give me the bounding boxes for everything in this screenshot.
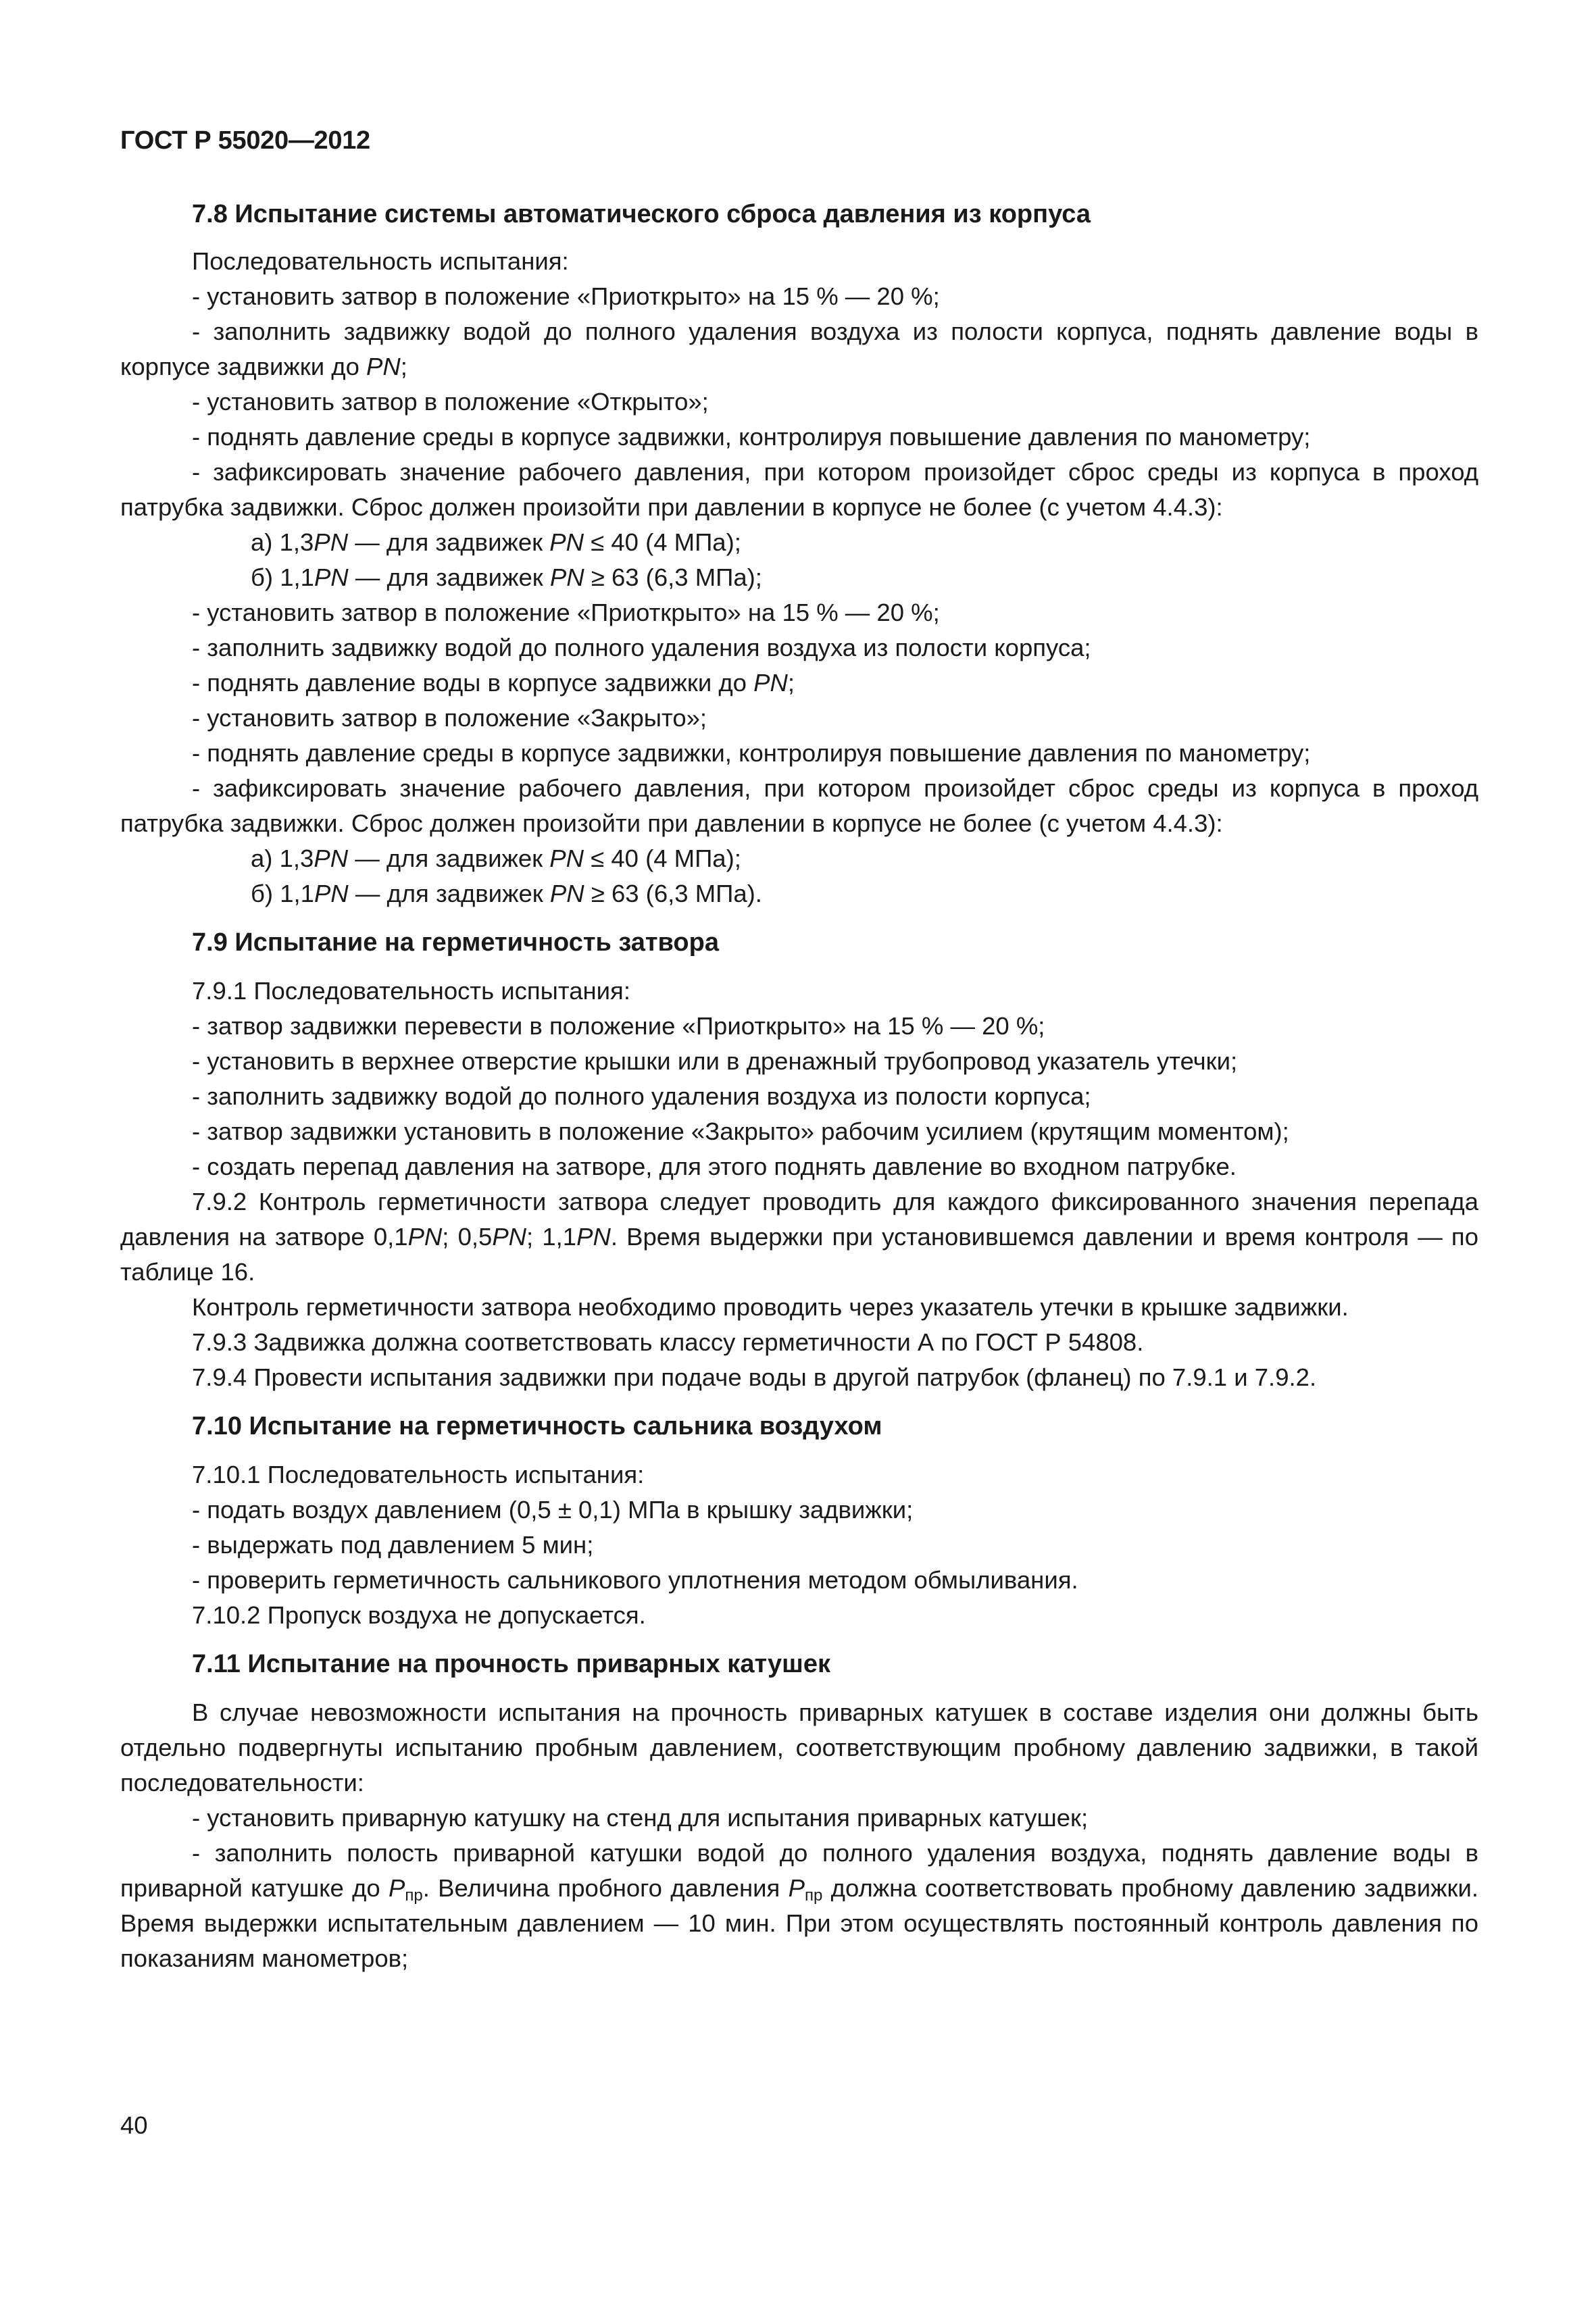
s79-paragraph-1: 7.9.1 Последовательность испытания:: [192, 977, 630, 1005]
s79-paragraph-5: - затвор задвижки установить в положение «Закрыто» рабочим усилием (крутящим моментом);: [192, 1117, 1289, 1145]
symbol-pn: PN: [407, 1223, 443, 1251]
s78-list-item-a-2: [120, 841, 1478, 876]
s79-paragraph-4: - заполнить задвижку водой до полного удаления воздуха из полости корпуса;: [192, 1082, 1091, 1110]
symbol-pn: PN: [549, 563, 584, 591]
text-run: ; 0,5: [442, 1223, 493, 1251]
text-run: — для задвижек: [348, 563, 550, 591]
symbol-pn: PN: [549, 528, 584, 556]
s79-paragraph-3: - установить в верхнее отверстие крышки или в дренажный трубопровод указатель утечки;: [192, 1047, 1238, 1075]
s710-paragraph-5: 7.10.2 Пропуск воздуха не допускается.: [192, 1601, 646, 1629]
s78-paragraph-8: - заполнить задвижку водой до полного удаления воздуха из полости корпуса;: [192, 634, 1091, 661]
section-7-10-heading: 7.10 Испытание на герметичность сальника воздухом: [192, 1412, 882, 1440]
s711-paragraph-2: - установить приварную катушку на стенд для испытания приварных катушек;: [192, 1804, 1089, 1832]
text-run: ≤ 40 (4 МПа);: [584, 845, 741, 872]
text-run: - заполнить задвижку водой до полного удаления воздуха из полости корпуса, поднять давление воды в корпусе задвижки до: [120, 318, 1478, 380]
section-7-9-heading: 7.9 Испытание на герметичность затвора: [192, 928, 719, 957]
text-run: ≥ 63 (6,3 МПа).: [584, 880, 762, 907]
text-run: — для задвижек: [348, 528, 550, 556]
subscript-pr: пр: [805, 1886, 823, 1905]
symbol-p: P: [788, 1874, 805, 1902]
text-run: а) 1,3: [251, 528, 314, 556]
s710-paragraph-1: 7.10.1 Последовательность испытания:: [192, 1461, 645, 1488]
symbol-pn: PN: [314, 563, 349, 591]
text-run: . Величина пробного давления: [422, 1874, 789, 1902]
s710-paragraph-4: - проверить герметичность сальникового уплотнения методом обмыливания.: [192, 1566, 1078, 1594]
s79-paragraph-10: 7.9.4 Провести испытания задвижки при подаче воды в другой патрубок (фланец) по 7.9.1 и 7.9.2.: [192, 1363, 1317, 1391]
page-number: 40: [120, 2111, 148, 2139]
s78-paragraph-7: - установить затвор в положение «Приоткрыто» на 15 % — 20 %;: [192, 599, 940, 626]
s79-paragraph-9: 7.9.3 Задвижка должна соответствовать классу герметичности А по ГОСТ Р 54808.: [192, 1328, 1144, 1356]
s78-paragraph-5: - поднять давление среды в корпусе задвижки, контролируя повышение давления по манометру;: [192, 423, 1311, 451]
s711-paragraph-1: В случае невозможности испытания на прочность приварных катушек в составе изделия они должны быть отдельно подвергнуты испытанию пробным давлением, соответствующим пробному давлению задвижки, в такой последовательности:: [120, 1699, 1478, 1796]
symbol-p: P: [389, 1874, 405, 1902]
symbol-pn: PN: [314, 528, 349, 556]
text-run: должна соответствовать пробному давлению задвижки. Время выдержки испытательным давлением — 10 мин. При этом осуществлять постоянный контроль давления по показаниям манометров;: [120, 1874, 1479, 1972]
symbol-pn: PN: [492, 1223, 527, 1251]
s78-paragraph-10: - установить затвор в положение «Закрыто»;: [192, 704, 707, 732]
symbol-pn: PN: [314, 880, 349, 907]
s78-paragraph-4: - установить затвор в положение «Открыто»;: [192, 388, 709, 416]
s78-paragraph-2: - установить затвор в положение «Приоткрыто» на 15 % — 20 %;: [192, 282, 940, 310]
subscript-pr: пр: [405, 1886, 423, 1905]
text-run: ≤ 40 (4 МПа);: [584, 528, 741, 556]
s78-list-item-b-1: [120, 560, 1478, 595]
symbol-pn: PN: [314, 845, 349, 872]
text-run: б) 1,1: [251, 880, 314, 907]
document-body: [120, 197, 1478, 1976]
text-run: — для задвижек: [348, 880, 550, 907]
document-id-header: ГОСТ Р 55020—2012: [120, 126, 370, 155]
text-run: а) 1,3: [251, 845, 314, 872]
symbol-pn: PN: [549, 880, 584, 907]
s78-paragraph-1: Последовательность испытания:: [192, 247, 569, 275]
text-run: ;: [400, 353, 407, 380]
s711-paragraph-3: [120, 1836, 1478, 1976]
s78-paragraph-3: [120, 314, 1478, 384]
text-run: ;: [787, 669, 795, 697]
text-run: ≥ 63 (6,3 МПа);: [584, 563, 762, 591]
s79-paragraph-6: - создать перепад давления на затворе, для этого поднять давление во входном патрубке.: [192, 1153, 1237, 1180]
s78-paragraph-9: [120, 665, 1478, 701]
s78-paragraph-11: - поднять давление среды в корпусе задвижки, контролируя повышение давления по манометру;: [192, 739, 1311, 767]
s79-paragraph-2: - затвор задвижки перевести в положение «Приоткрыто» на 15 % — 20 %;: [192, 1012, 1045, 1040]
s710-paragraph-3: - выдержать под давлением 5 мин;: [192, 1531, 594, 1559]
text-run: ; 1,1: [526, 1223, 577, 1251]
symbol-pn: PN: [576, 1223, 611, 1251]
section-7-11-heading: 7.11 Испытание на прочность приварных катушек: [192, 1650, 830, 1678]
symbol-pn: PN: [366, 353, 401, 380]
s78-paragraph-6: - зафиксировать значение рабочего давления, при котором произойдет сброс среды из корпуса в проход патрубка задвижки. Сброс должен произойти при давлении в корпусе не более (с учетом 4.4.3):: [120, 458, 1478, 521]
s710-paragraph-2: - подать воздух давлением (0,5 ± 0,1) МПа в крышку задвижки;: [192, 1496, 914, 1524]
s78-list-item-b-2: [120, 876, 1478, 911]
s78-list-item-a-1: [120, 525, 1478, 560]
section-7-8-heading: 7.8 Испытание системы автоматического сброса давления из корпуса: [192, 200, 1091, 228]
text-run: - заполнить полость приварной катушки водой до полного удаления воздуха, поднять давление воды в приварной катушке до: [120, 1839, 1478, 1902]
s79-paragraph-8: Контроль герметичности затвора необходимо проводить через указатель утечки в крышке задвижки.: [192, 1293, 1349, 1321]
text-run: - поднять давление воды в корпусе задвижки до: [192, 669, 754, 697]
text-run: . Время выдержки при установившемся давлении и время контроля — по таблице 16.: [120, 1223, 1478, 1286]
symbol-pn: PN: [753, 669, 788, 697]
text-run: — для задвижек: [348, 845, 550, 872]
s78-paragraph-12: - зафиксировать значение рабочего давления, при котором произойдет сброс среды из корпуса в проход патрубка задвижки. Сброс должен произойти при давлении в корпусе не более (с учетом 4.4.3):: [120, 774, 1478, 837]
text-run: 7.9.2 Контроль герметичности затвора следует проводить для каждого фиксированного значения перепада давления на затворе 0,1: [120, 1188, 1478, 1251]
symbol-pn: PN: [549, 845, 584, 872]
s79-paragraph-7: [120, 1184, 1478, 1290]
text-run: б) 1,1: [251, 563, 314, 591]
